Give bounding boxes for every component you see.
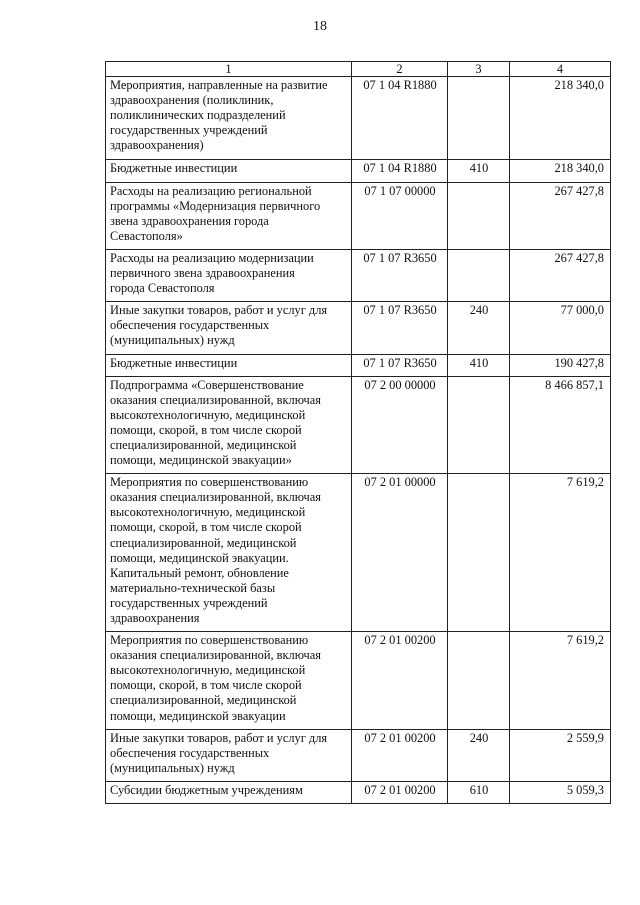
table-body: [106, 77, 611, 804]
row-name-cell: [106, 160, 352, 182]
row-name-line: государственных учреждений: [110, 595, 268, 610]
row-name-cell: [106, 729, 352, 781]
row-name-line: здравоохранения): [110, 138, 204, 153]
row-amount-cell: 190 427,8: [510, 354, 611, 376]
row-name-line: Бюджетные инвестиции: [110, 161, 238, 176]
row-name-line: Иные закупки товаров, работ и услуг для: [110, 303, 328, 318]
table-row: [106, 376, 611, 474]
row-name-cell: [106, 249, 352, 301]
row-type-cell: [448, 77, 510, 160]
row-name-line: Мероприятия, направленные на развитие: [110, 78, 328, 92]
table-row: [106, 77, 611, 160]
row-name-line: Бюджетные инвестиции: [110, 355, 238, 370]
row-name-line: помощи, скорой, в том числе скорой: [110, 422, 302, 437]
row-name-line: помощи, медицинской эвакуации.: [110, 550, 289, 565]
table-header: [106, 62, 611, 77]
row-name-line: оказания специализированной, включая: [110, 490, 321, 505]
row-code-cell: 07 2 01 00000: [352, 474, 448, 632]
row-name-line: специализированной, медицинской: [110, 535, 297, 550]
row-name-line: государственных учреждений: [110, 123, 268, 138]
row-name-line: высокотехнологичную, медицинской: [110, 663, 306, 678]
header-row: [106, 62, 611, 77]
page-number: 18: [313, 19, 327, 34]
table-row: [106, 354, 611, 376]
row-code-cell: 07 1 07 R3650: [352, 354, 448, 376]
header-col-3: 3: [448, 62, 510, 77]
row-code-cell: 07 1 07 00000: [352, 182, 448, 249]
table-row: [106, 302, 611, 354]
table-row: [106, 182, 611, 249]
row-name-line: помощи, медицинской эвакуации: [110, 708, 286, 723]
row-name-line: здравоохранения (поликлиник,: [110, 93, 274, 108]
row-name-cell: [106, 376, 352, 474]
row-name-line: (муниципальных) нужд: [110, 760, 235, 775]
row-amount-cell: 267 427,8: [510, 182, 611, 249]
row-type-cell: 240: [448, 302, 510, 354]
header-col-2: 2: [352, 62, 448, 77]
row-amount-cell: 2 559,9: [510, 729, 611, 781]
row-type-cell: 610: [448, 781, 510, 803]
row-amount-cell: 218 340,0: [510, 160, 611, 182]
row-amount-cell: 218 340,0: [510, 77, 611, 160]
row-type-cell: 240: [448, 729, 510, 781]
row-amount-cell: 267 427,8: [510, 249, 611, 301]
table-row: [106, 781, 611, 803]
row-name-line: города Севастополя: [110, 281, 215, 296]
row-type-cell: 410: [448, 354, 510, 376]
row-name-line: обеспечения государственных: [110, 745, 270, 760]
row-name-line: Расходы на реализацию региональной: [110, 183, 312, 198]
row-name-line: Севастополя»: [110, 228, 183, 243]
row-code-cell: 07 2 01 00200: [352, 729, 448, 781]
row-code-cell: 07 1 04 R1880: [352, 77, 448, 160]
row-name-cell: [106, 182, 352, 249]
row-amount-cell: 7 619,2: [510, 474, 611, 632]
row-name-line: оказания специализированной, включая: [110, 392, 321, 407]
row-name-cell: [106, 632, 352, 730]
row-name-line: помощи, скорой, в том числе скорой: [110, 678, 302, 693]
row-type-cell: [448, 182, 510, 249]
row-name-line: программы «Модернизация первичного: [110, 198, 321, 213]
table-row: [106, 632, 611, 730]
header-col-1: 1: [106, 62, 352, 77]
row-name-line: помощи, скорой, в том числе скорой: [110, 520, 302, 535]
table-row: [106, 160, 611, 182]
row-name-line: специализированной, медицинской: [110, 437, 297, 452]
row-type-cell: [448, 376, 510, 474]
row-name-line: Субсидии бюджетным учреждениям: [110, 782, 303, 797]
row-name-line: оказания специализированной, включая: [110, 648, 321, 663]
row-code-cell: 07 1 07 R3650: [352, 249, 448, 301]
row-name-line: звена здравоохранения города: [110, 213, 269, 228]
table-row: [106, 474, 611, 632]
row-name-line: высокотехнологичную, медицинской: [110, 407, 306, 422]
budget-table: [105, 61, 611, 804]
row-name-line: высокотехнологичную, медицинской: [110, 505, 306, 520]
row-name-cell: [106, 781, 352, 803]
row-name-cell: [106, 474, 352, 632]
row-name-line: Подпрограмма «Совершенствование: [110, 377, 304, 392]
row-amount-cell: 77 000,0: [510, 302, 611, 354]
row-name-line: Расходы на реализацию модернизации: [110, 250, 314, 265]
row-name-line: поликлинических подразделений: [110, 108, 286, 123]
table-row: [106, 249, 611, 301]
row-name-line: Мероприятия по совершенствованию: [110, 633, 309, 648]
row-name-line: первичного звена здравоохранения: [110, 266, 295, 281]
row-name-line: Мероприятия по совершенствованию: [110, 475, 309, 490]
row-name-cell: [106, 354, 352, 376]
header-col-4: 4: [510, 62, 611, 77]
row-code-cell: 07 1 04 R1880: [352, 160, 448, 182]
row-name-line: здравоохранения: [110, 611, 200, 625]
row-type-cell: [448, 632, 510, 730]
row-name-line: (муниципальных) нужд: [110, 333, 235, 348]
row-name-line: специализированной, медицинской: [110, 693, 297, 708]
row-amount-cell: 8 466 857,1: [510, 376, 611, 474]
table-row: [106, 729, 611, 781]
row-amount-cell: 7 619,2: [510, 632, 611, 730]
row-code-cell: 07 2 01 00200: [352, 781, 448, 803]
row-code-cell: 07 2 00 00000: [352, 376, 448, 474]
row-code-cell: 07 2 01 00200: [352, 632, 448, 730]
row-name-line: Иные закупки товаров, работ и услуг для: [110, 730, 328, 745]
row-type-cell: 410: [448, 160, 510, 182]
row-name-line: Капитальный ремонт, обновление: [110, 565, 289, 580]
row-name-cell: [106, 77, 352, 160]
row-amount-cell: 5 059,3: [510, 781, 611, 803]
row-name-line: помощи, медицинской эвакуации»: [110, 453, 292, 468]
row-type-cell: [448, 474, 510, 632]
row-code-cell: 07 1 07 R3650: [352, 302, 448, 354]
row-name-line: обеспечения государственных: [110, 318, 270, 333]
row-type-cell: [448, 249, 510, 301]
row-name-cell: [106, 302, 352, 354]
row-name-line: материально-технической базы: [110, 580, 276, 595]
